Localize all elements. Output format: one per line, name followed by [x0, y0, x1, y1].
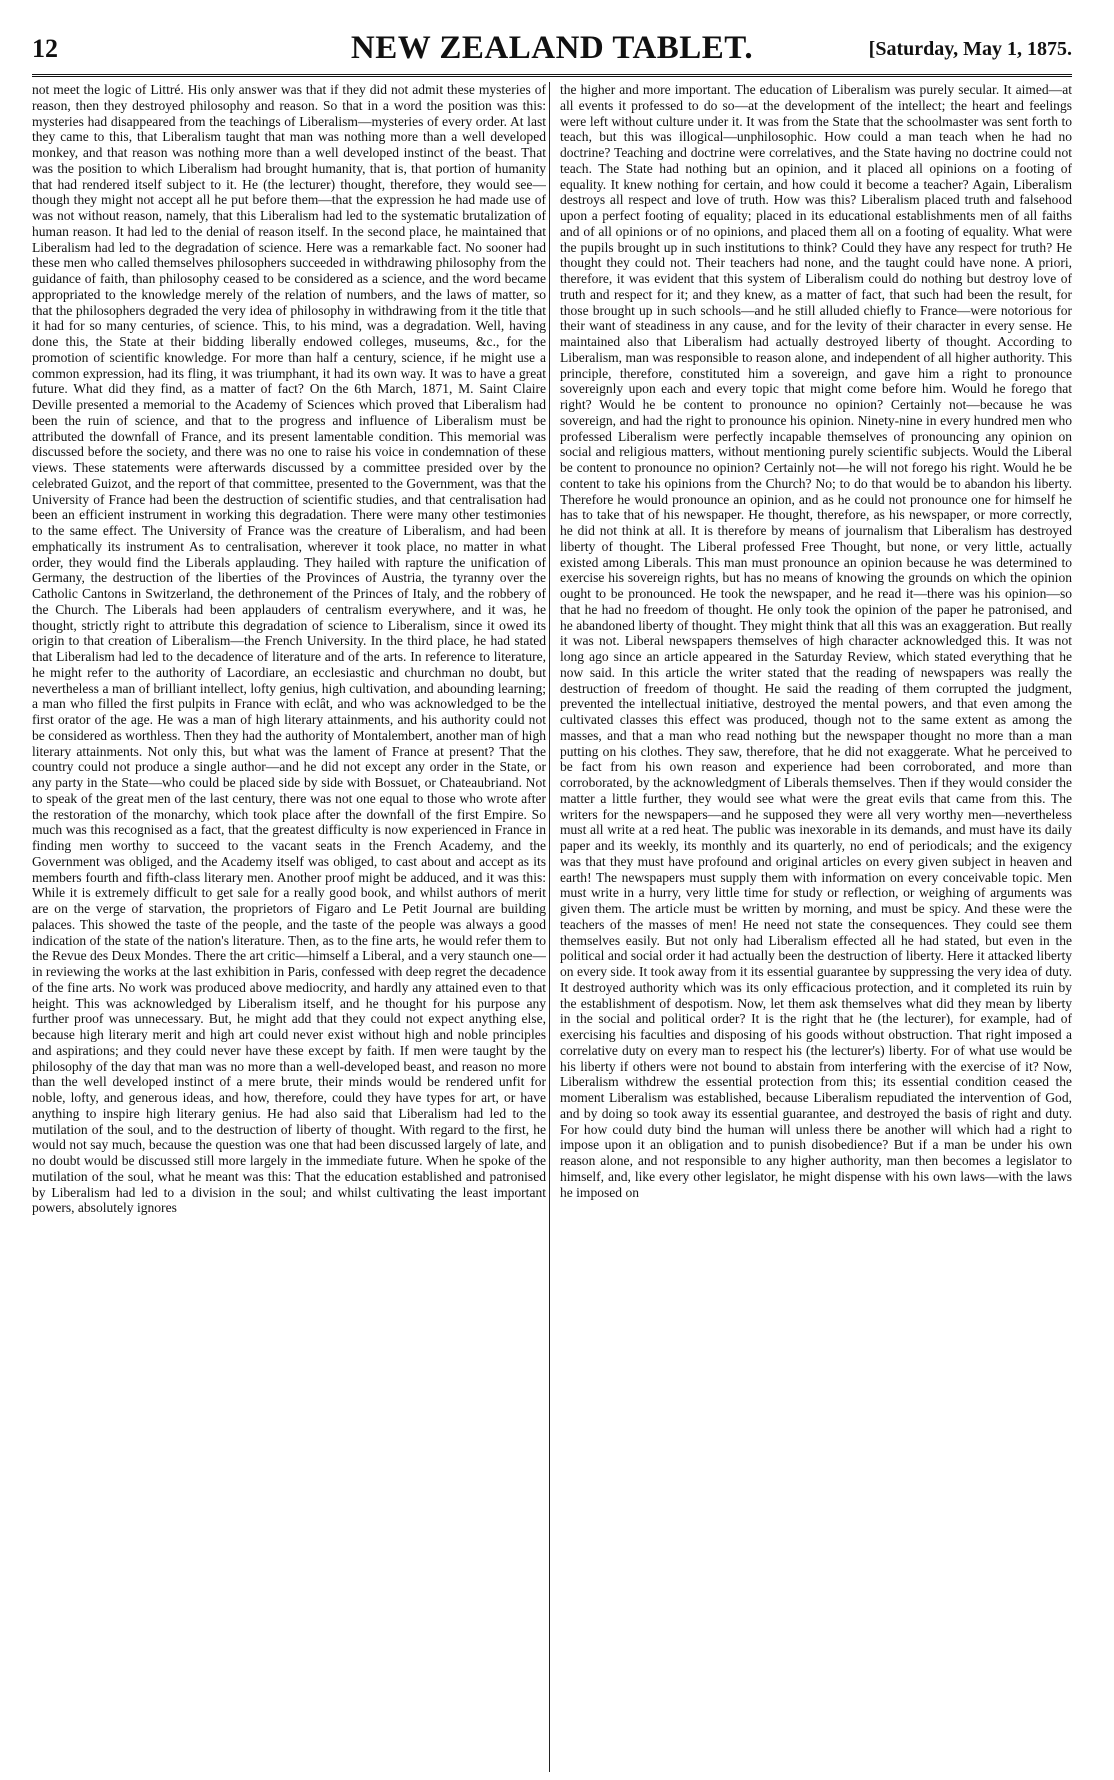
article-text: the higher and more important. The education of Liberalism was purely secular. It aimed—at all events it professed to do so—at the development of the intellect; the heart and feelings were left without culture under it. It was from the State that the schoolmaster was sent forth to teach, but this was illogical—unphilosophic. How could a man teach when he had no doctrine? Teaching and doctrine were correlatives, and the State having no doctrine could not teach. The State had nothing but an opinion, and it placed all opinions on a footing of equality. It knew nothing for certain, and how could it become a teacher? Again, Liberalism destroys all respect and love of truth. How was this? Liberalism placed truth and falsehood upon a perfect footing of equality; placed in its educational establishments men of all faiths and of all opinions or of no opinions, and placed them all on a footing of equality. What were the pupils brought up in such institutions to think? Could they have any respect for truth? He thought they could not. Their teachers had none, and the taught could have none. A priori, therefore, it was evident that this system of Liberalism could do nothing but destroy love of truth and respect for it; and they knew, as a matter of fact, that such had been the result, for those brought up in such schools—and he still alluded chiefly to France—were notorious for their want of steadiness in any cause, and for the levity of their character in every sense. He maintained also that Liberalism had actually destroyed liberty of thought. According to Liberalism, man was responsible to reason alone, and independent of all higher authority. This principle, therefore, constituted him a sovereign, and gave him a right to pronounce sovereignly upon each and every topic that might come before him. Would he forego that right? Would he be content to pronounce no opinion? Certainly not—because he was sovereign, and had the right to pronounce his opinion. Ninety-nine in every hundred men who professed Liberalism were perfectly incapable themselves of pronouncing any opinion on social and religious matters, without mentioning purely scientific subjects. Would the Liberal be content to pronounce no opinion? Certainly not—he will not forego his right. Would he be content to take his opinions from the Church? No; to do that would be to abandon his liberty. Therefore he would pronounce an opinion, and as he could not pronounce one for himself he has to take that of his newspaper. He thought, therefore, as his newspaper, or more correctly, he did not think at all. It is therefore by means of journalism that Liberalism has destroyed liberty of thought. The Liberal professed Free Thought, but none, or very little, actually existed among Liberals. This man must pronounce an opinion because he was determined to exercise his sovereign rights, but has no means of knowing the grounds on which the opinion ought to be pronounced. He took the newspaper, and he read it—there was his opinion—so that he had no freedom of thought. He only took the opinion of the paper he patronised, and he abandoned liberty of thought. They might think that all this was an exaggeration. But really it was not. Liberal newspapers themselves of high character acknowledged this. It was not long ago since an article appeared in the Saturday Review, which stated everything that he now said. In this article the writer stated that the reading of newspapers was really the destruction of freedom of thought. He said the reading of them corrupted the judgment, prevented the intellectual initiative, destroyed the mental powers, and that even among the cultivated classes this effect was produced, though not to the same extent as among the masses, and that a man who read nothing but the newspaper thought no more than a man putting on his clothes. They saw, therefore, that he did not exaggerate. What he perceived to be fact from his own reason and experience had been corroborated, and more than corroborated, by the acknowledgment of Liberals themselves. Then if they would consider the matter a little further, they would see what were the great evils that came from this. The writers for the newspapers—and he supposed they were all very worthy men—nevertheless must all write at a red heat. The public was inexorable in its demands, and must have its daily paper and its weekly, its monthly and its quarterly, no end of periodicals; and the exigency was that they must have profound and original articles on every given subject in heaven and earth! The newspapers must supply them with information on every conceivable topic. Men must write in a hurry, very little time for study or reflection, or weighing of arguments was given them. The article must be written by morning, and must be spicy. And these were the teachers of the masses of men! He need not state the consequences. They could see them themselves easily. But not only had Liberalism effected all he had stated, but even in the political and social order it had actually been the destruction of liberty. Here it attacked liberty on every side. It took away from it its essential guarantee by suppressing the very idea of duty. It destroyed authority which was its only efficacious protection, and it completed its ruin by the establishment of despotism. Now, let them ask themselves what did they mean by liberty in the social and political order? It is the right that he (the lecturer), for example, had of exercising his faculties and disposing of his goods without obstruction. That right imposed a correlative duty on every man to respect his (the lecturer's) liberty. For of what use would be his liberty if others were not bound to abstain from interfering with the exercise of it? Now, Liberalism withdrew the essential protection from this; its essential condition ceased the moment Liberalism was established, because Liberalism repudiated the intervention of God, and by doing so took away its essential guarantee, and destroyed the basis of right and duty. For how could duty bind the human will unless there be another will which had a right to impose upon it an obligation and to punish disobedience? But if a man be under his own reason alone, and not responsible to any higher authority, man then becomes a legislator to himself, and, like every other legislator, he might dispense with his own laws—with the laws he imposed on — [560, 82, 1072, 1200]
page-header — [32, 28, 1072, 77]
article-column-right — [560, 82, 1072, 1772]
page-number: 12 — [32, 34, 58, 63]
article-text: not meet the logic of Littré. His only answer was that if they did not admit these mysteries of reason, then they destroyed philosophy and reason. So that in a word the position was this: mysteries had disappeared from the teachings of Liberalism—mysteries of every order. At last they came to this, that Liberalism taught that man was nothing more than a well developed monkey, and that reason was nothing more than a well developed instinct of the beast. That was the position to which Liberalism had brought humanity, that is, that portion of humanity that had rendered itself subject to it. He (the lecturer) thought, therefore, they would see—though they might not accept all he put before them—that the expression he had made use of was not without reason, namely, that this Liberalism had led to the systematic brutalization of human reason. It had led to the denial of reason itself. In the second place, he maintained that Liberalism had led to the degradation of science. Here was a remarkable fact. No sooner had these men who called themselves philosophers succeeded in withdrawing philosophy from the guidance of faith, than philosophy ceased to be considered as a science, and the word became appropriated to the knowledge merely of the relation of numbers, and the laws of matter, so that the philosophers degraded the very idea of philosophy in withdrawing from it the title that it had for so many centuries, of science. This, to his mind, was a degradation. Well, having done this, the State at their bidding liberally endowed colleges, museums, &c., for the promotion of scientific knowledge. For more than half a century, science, if he might use a common expression, had its fling, it was triumphant, it had its own way. It was to have a great future. What did they find, as a matter of fact? On the 6th March, 1871, M. Saint Claire Deville presented a memorial to the Academy of Sciences which proved that Liberalism had been the ruin of science, and that to the progress and influence of Liberalism must be attributed the downfall of France, and its present lamentable condition. This memorial was discussed before the society, and there was no one to raise his voice in condemnation of these views. These statements were afterwards discussed by a committee presided over by the celebrated Guizot, and the report of that committee, presented to the Government, was that the University of France had been the destruction of scientific studies, and that centralisation had been an efficient instrument in working this degradation. There were many other testimonies to the same effect. The University of France was the creature of Liberalism, and had been emphatically its instrument As to centralisation, wherever it took place, no matter in what order, they would find the Liberals applauding. They hailed with rapture the unification of Germany, the destruction of the liberties of the Provinces of Austria, the tyranny over the Catholic Cantons in Switzerland, the dethronement of the Princes of Italy, and the robbery of the Church. The Liberals had been applauders of centralism everywhere, and it was, he thought, strictly right to attribute this degradation of science to Liberalism, since it owed its origin to that creation of Liberalism—the French University. In the third place, he had stated that Liberalism had led to the decadence of literature and of the arts. In reference to literature, he might refer to the authority of Lacordiare, an ecclesiastic and churchman no doubt, but nevertheless a man of brilliant intellect, lofty genius, high cultivation, and abounding learning; a man who filled the first pulpits in France with eclât, and who was acknowledged to be the first orator of the age. He was a man of high literary attainments, and his authority could not be considered as worthless. Then they had the authority of Montalembert, another man of high literary attainments. Not only this, but what was the lament of France at present? That the country could not produce a single author—and he did not except any order in the State, or any party in the State—who could be placed side by side with Bossuet, or Chateaubriand. Not to speak of the great men of the last century, there was not one equal to those who wrote after the restoration of the monarchy, which took place after the downfall of the first Empire. So much was this recognised as a fact, that the greatest difficulty is now experienced in France in finding men worthy to succeed to the vacant seats in the French Academy, and the Government was obliged, and the Academy itself was obliged, to cast about and accept as its members fourth and fifth-class literary men. Another proof might be adduced, and it was this: While it is extremely difficult to get sale for a really good book, and whilst authors of merit are on the verge of starvation, the proprietors of Figaro and Le Petit Journal are building palaces. This showed the taste of the people, and the taste of the people was always a good indication of the state of the nation's literature. Then, as to the fine arts, he would refer them to the Revue des Deux Mondes. There the art critic—himself a Liberal, and a very staunch one—in reviewing the works at the last exhibition in Paris, confessed with deep regret the decadence of the fine arts. No work was produced above mediocrity, and hardly any attained even to that height. This was acknowledged by Liberalism itself, and he thought for his purpose any further proof was unnecessary. But, he might add that they could not expect anything else, because high literary merit and high art could never exist without high and noble principles and aspirations; and they could never have these except by faith. If men were taught by the philosophy of the day that man was no more than a well-developed beast, and reason no more than the well developed instinct of a mere brute, their minds would be rendered unfit for noble, lofty, and generous ideas, and how, therefore, could they have types for art, or have anything to inspire high literary genius. He had also said that Liberalism had led to the mutilation of the soul, and to the destruction of liberty of thought. With regard to the first, he would not say much, because the question was one that had been discussed largely of late, and no doubt would be discussed still more largely in the immediate future. When he spoke of the mutilation of the soul, what he meant was this: That the education established and patronised by Liberalism had led to a division in the soul; and whilst cultivating the least important powers, absolutely ignores — [32, 82, 546, 1216]
article-column-left — [32, 82, 546, 1772]
issue-date: [Saturday, May 1, 1875. — [868, 38, 1072, 60]
column-divider — [549, 82, 550, 1772]
newspaper-title: NEW ZEALAND TABLET. — [350, 30, 754, 66]
